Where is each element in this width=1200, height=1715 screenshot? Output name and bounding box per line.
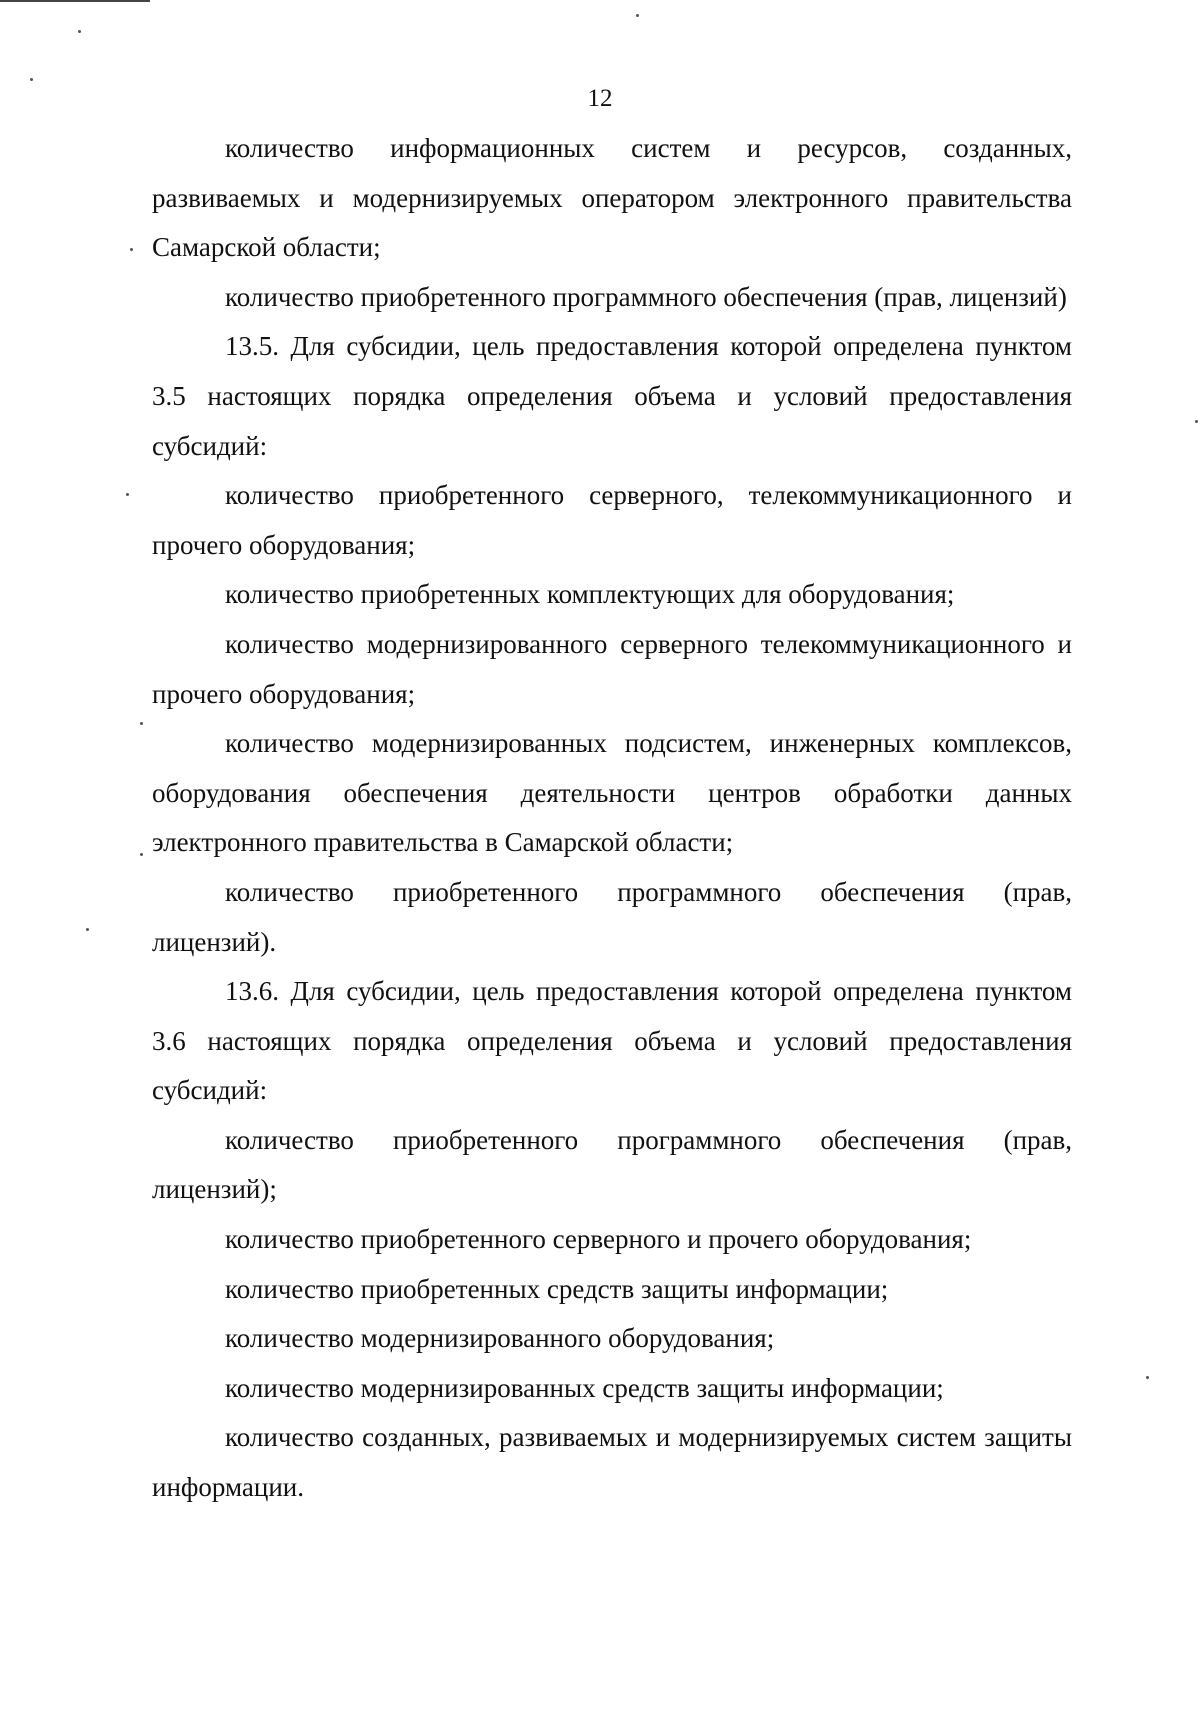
paragraph: количество модернизированного серверного телекоммуникационного и прочего оборудования; xyxy=(152,628,1072,709)
scan-speck xyxy=(140,722,143,725)
paragraph: количество приобретенных средств защиты информации; xyxy=(225,1273,889,1304)
paragraph: количество приобретенного серверного и прочего оборудования; xyxy=(225,1224,972,1255)
paragraph: 13.5. Для субсидии, цель предоставления которой определена пунктом 3.5 настоящих порядка определения объема и условий предоставления субсидий: xyxy=(152,331,1072,461)
document-body xyxy=(152,124,1072,1513)
scan-speck xyxy=(1195,420,1198,423)
paragraph: количество приобретенного серверного, телекоммуникационного и прочего оборудования; xyxy=(152,480,1072,560)
paragraph: 13.6. Для субсидии, цель предоставления которой определена пунктом 3.6 настоящих порядка определения объема и условий предоставления субсидий: xyxy=(152,976,1072,1106)
paragraph: количество приобретенных комплектующих для оборудования; xyxy=(225,579,955,610)
scan-speck xyxy=(140,853,143,856)
scan-speck xyxy=(130,248,133,251)
paragraph: количество приобретенного программного обеспечения (прав, лицензий); xyxy=(152,1124,1072,1205)
paragraph: количество приобретенного программного обеспечения (прав, лицензий). xyxy=(152,876,1072,957)
scan-speck xyxy=(636,14,639,17)
page-number: 12 xyxy=(587,85,613,112)
paragraph: количество приобретенного программного обеспечения (прав, лицензий) xyxy=(225,281,1067,312)
scan-edge-line xyxy=(0,0,150,2)
scan-speck xyxy=(30,78,33,81)
scan-speck xyxy=(86,928,89,931)
scan-speck xyxy=(126,493,129,496)
paragraph: количество модернизированного оборудования; xyxy=(225,1323,775,1354)
scan-speck xyxy=(78,30,81,33)
paragraph: количество модернизированных подсистем, инженерных комплексов, оборудования обеспечения деятельности центров обработки данных электронного правительства в Самарской области; xyxy=(152,728,1072,858)
paragraph: количество модернизированных средств защиты информации; xyxy=(225,1372,944,1403)
scan-speck xyxy=(1146,1376,1149,1379)
paragraph: количество созданных, развиваемых и модернизируемых систем защиты информации. xyxy=(152,1422,1072,1503)
paragraph: количество информационных систем и ресурсов, созданных, развиваемых и модернизируемых оператором электронного правительства Самарской области; xyxy=(152,133,1072,263)
